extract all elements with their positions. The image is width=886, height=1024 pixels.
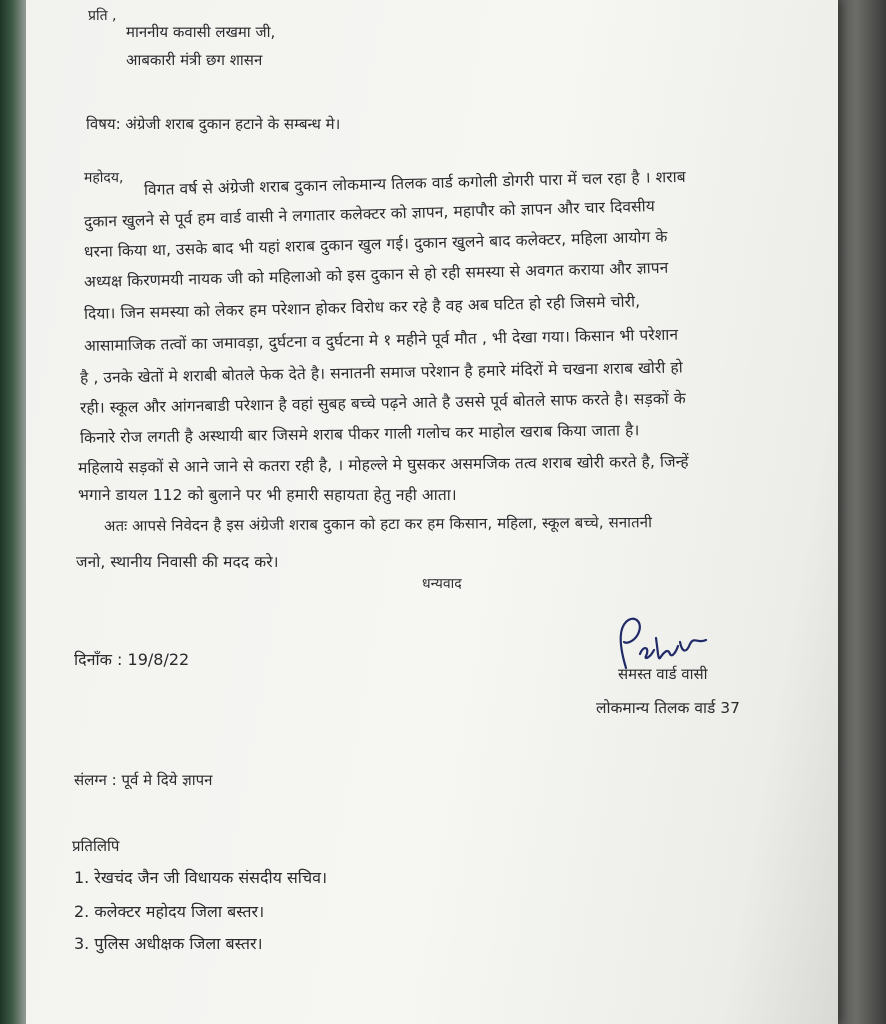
copy-item: 3. पुलिस अधीक्षक जिला बस्तर।: [74, 934, 263, 953]
body-line: दुकान खुलने से पूर्व हम वार्ड वासी ने लगातार कलेक्टर को ज्ञापन, महापौर को ज्ञापन और चार दिवसीय: [83, 197, 656, 231]
body-line: जनो, स्थानीय निवासी की मदद करे।: [76, 553, 279, 571]
greeting: महोदय,: [84, 170, 124, 186]
body-line: है , उनके खेतों मे शराबी बोतले फेक देते है। सनातनी समाज परेशान है हमारे मंदिरों मे चखना शराब खोरी हो: [79, 358, 683, 387]
subject-line: विषय: अंग्रेजी शराब दुकान हटाने के सम्बन्ध मे।: [86, 115, 341, 133]
body-line: भगाने डायल 112 को बुलाने पर भी हमारी सहायता हेतु नही आता।: [78, 486, 457, 504]
letter-content: [40, 0, 838, 1024]
body-line: रही। स्कूल और आंगनबाडी परेशान है वहां सुबह बच्चे पढ़ने आते है उससे पूर्व बोतले साफ करते है। सड़कों के: [79, 389, 686, 417]
body-line: विगत वर्ष से अंग्रेजी शराब दुकान लोकमान्य तिलक वार्ड कगोली डोगरी पारा में चल रहा है । शराब: [143, 167, 686, 199]
enclosure: संलग्न : पूर्व मे दिये ज्ञापन: [74, 771, 213, 789]
recipient-name: माननीय कवासी लखमा जी,: [126, 23, 276, 41]
salutation-to: प्रति ,: [88, 8, 117, 24]
sender-line-1: समस्त वार्ड वासी: [618, 665, 708, 683]
copy-item: 2. कलेक्टर महोदय जिला बस्तर।: [74, 902, 265, 921]
body-line: महिलाये सड़कों से आने जाने से कतरा रही है, । मोहल्ले मे घुसकर असमजिक तत्व शराब खोरी करते है, जिन्हें: [77, 452, 689, 477]
body-line: अतः आपसे निवेदन है इस अंग्रेजी शराब दुकान को हटा कर हम किसान, महिला, स्कूल बच्चे, सनातनी: [103, 513, 653, 535]
date: दिनाँक : 19/8/22: [74, 650, 190, 669]
body-line: आसामाजिक तत्वों का जमावड़ा, दुर्घटना व दुर्घटना मे १ महीने पूर्व मौत , भी देखा गया। किसान भी परेशान: [83, 325, 679, 355]
sender-line-2: लोकमान्य तिलक वार्ड 37: [596, 699, 740, 717]
body-line: दिया। जिन समस्या को लेकर हम परेशान होकर विरोध कर रहे है वह अब घटित हो रही जिसमे चोरी,: [83, 292, 641, 323]
body-line: किनारे रोज लगती है अस्थायी बार जिसमे शराब पीकर गाली गलोच कर माहोल खराब किया जाता है।: [79, 421, 640, 447]
thanks: धन्यवाद: [422, 576, 462, 592]
recipient-title: आबकारी मंत्री छग शासन: [126, 51, 263, 69]
signature: [610, 608, 720, 678]
body-line: धरना किया था, उसके बाद भी यहां शराब दुकान खुल गई। दुकान खुलने बाद कलेक्टर, महिला आयोग के: [83, 227, 668, 261]
copy-item: 1. रेखचंद जैन जी विधायक संसदीय सचिव।: [74, 868, 328, 887]
body-line: अध्यक्ष किरणमयी नायक जी को महिलाओ को इस दुकान से हो रही समस्या से अवगत कराया और ज्ञापन: [83, 258, 669, 291]
copy-heading: प्रतिलिपि: [72, 837, 120, 855]
